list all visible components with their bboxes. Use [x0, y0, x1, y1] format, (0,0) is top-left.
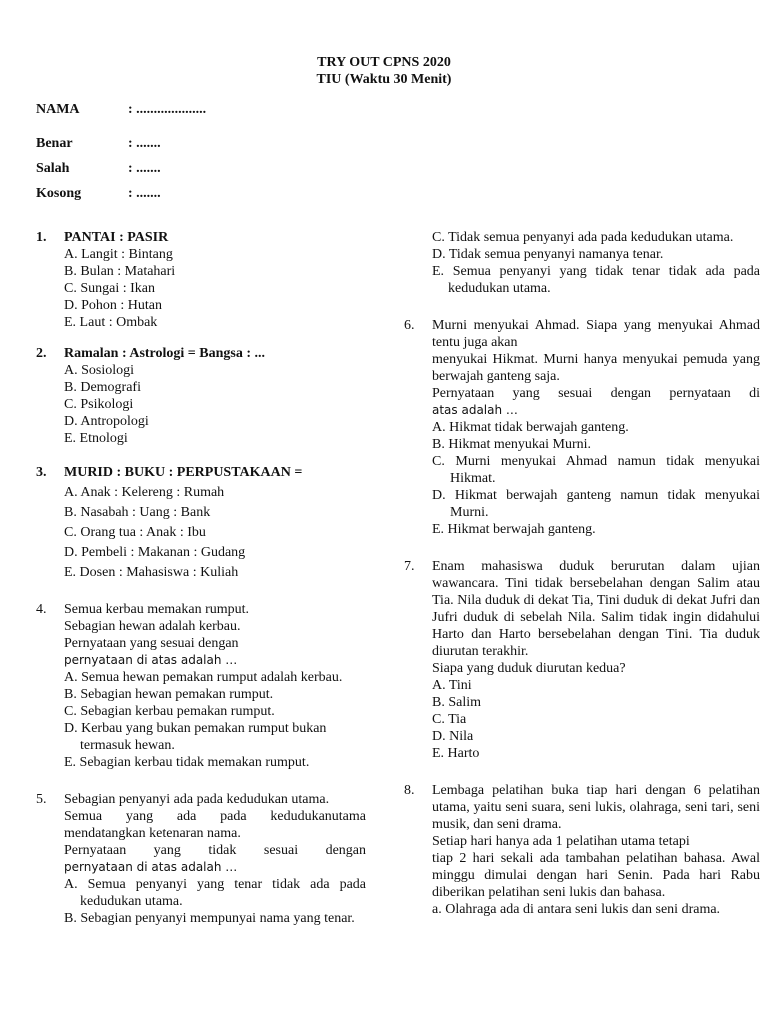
- option-b: B. Bulan : Matahari: [64, 264, 176, 279]
- option-a: A. Tini: [432, 678, 472, 693]
- question-number: 7.: [404, 559, 415, 574]
- option-e: E. Sebagian kerbau tidak memakan rumput.: [64, 755, 310, 770]
- question-line-2: Setiap hari hanya ada 1 pelatihan utama tetapi: [432, 834, 690, 849]
- option-c: C. Sebagian kerbau pemakan rumput.: [64, 704, 275, 719]
- question-number: 6.: [404, 318, 415, 333]
- question-line-1: Enam mahasiswa duduk berurutan dalam ujian wawancara. Tini tidak bersebelahan dengan Salim atau Tia. Nila duduk di dekat Tia, Tini duduk di dekat Jufri dan Jufri duduk di sebelah Nila. Salim tidak ingin didahului Harto dan Harto bersebelahan dengan Tini. Tia duduk diurutan terakhir.: [432, 559, 760, 659]
- question-line-1: Sebagian penyanyi ada pada kedudukan utama.: [64, 792, 330, 807]
- question-line-3: Pernyataan yang sesuai dengan: [64, 636, 239, 651]
- question-line-3: tiap 2 hari sekali ada tambahan pelatihan bahasa. Awal minggu dimulai dengan hari Senin. Pada hari Rabu diberikan pelatihan seni lukis dan bahasa.: [432, 851, 760, 900]
- option-c: C. Murni menyukai Ahmad namun tidak menyukai Hikmat.: [432, 454, 760, 486]
- question-text: PANTAI : PASIR: [64, 230, 169, 245]
- kosong-label: Kosong: [36, 186, 82, 201]
- question-1: [36, 229, 366, 331]
- question-4: [36, 601, 366, 771]
- question-line-2: menyukai Hikmat. Murni hanya menyukai pemuda yang berwajah ganteng saja.: [432, 352, 760, 384]
- question-number: 1.: [36, 230, 47, 245]
- option-c: C. Psikologi: [64, 397, 134, 412]
- option-b: B. Sebagian hewan pemakan rumput.: [64, 687, 274, 702]
- question-line-2: Siapa yang duduk diurutan kedua?: [432, 661, 626, 676]
- question-line-4: pernyataan di atas adalah …: [64, 860, 238, 874]
- question-line-2: Semua yang ada pada kedudukanutama mendatangkan ketenaran nama.: [64, 809, 366, 841]
- question-number: 2.: [36, 346, 47, 361]
- option-a: a. Olahraga ada di antara seni lukis dan seni drama.: [432, 902, 721, 917]
- option-e: E. Etnologi: [64, 431, 128, 446]
- question-3: [36, 463, 366, 583]
- option-d: D. Antropologi: [64, 414, 149, 429]
- question-5: [36, 791, 366, 927]
- nama-value: : ....................: [128, 102, 207, 117]
- question-5-continued: [404, 229, 760, 297]
- right-column: [404, 229, 760, 918]
- option-d: D. Pohon : Hutan: [64, 298, 162, 313]
- question-number: 3.: [36, 465, 47, 480]
- question-text: MURID : BUKU : PERPUSTAKAAN =: [64, 465, 303, 480]
- option-d: D. Hikmat berwajah ganteng namun tidak menyukai Murni.: [432, 488, 760, 520]
- option-b: B. Demografi: [64, 380, 141, 395]
- question-line-1: Lembaga pelatihan buka tiap hari dengan 6 pelatihan utama, yaitu seni suara, seni lukis, olahraga, seni tari, seni musik, dan seni drama.: [432, 783, 760, 832]
- option-e: E. Semua penyanyi yang tidak tenar tidak ada pada kedudukan utama.: [432, 264, 760, 296]
- document-title: TRY OUT CPNS 2020: [317, 55, 451, 70]
- option-b: B. Salim: [432, 695, 482, 710]
- option-c: C. Tidak semua penyanyi ada pada kedudukan utama.: [432, 230, 734, 245]
- question-number: 8.: [404, 783, 415, 798]
- option-d: D. Tidak semua penyanyi namanya tenar.: [432, 247, 664, 262]
- option-a: A. Hikmat tidak berwajah ganteng.: [432, 420, 629, 435]
- question-8: [404, 782, 760, 918]
- salah-label: Salah: [36, 161, 70, 176]
- option-a: A. Semua penyanyi yang tenar tidak ada pada kedudukan utama.: [64, 877, 366, 909]
- question-line-4: pernyataan di atas adalah …: [64, 653, 238, 667]
- option-e: E. Hikmat berwajah ganteng.: [432, 522, 596, 537]
- question-6: [404, 317, 760, 538]
- option-e: E. Dosen : Mahasiswa : Kuliah: [64, 565, 239, 580]
- option-d: D. Nila: [432, 729, 474, 744]
- benar-label: Benar: [36, 136, 73, 151]
- document-subtitle: TIU (Waktu 30 Menit): [316, 72, 452, 87]
- option-b: B. Sebagian penyanyi mempunyai nama yang tenar.: [64, 911, 355, 926]
- option-e: E. Harto: [432, 746, 480, 761]
- question-number: 5.: [36, 792, 47, 807]
- option-b: B. Nasabah : Uang : Bank: [64, 505, 211, 520]
- option-e: E. Laut : Ombak: [64, 315, 158, 330]
- option-d: D. Pembeli : Makanan : Gudang: [64, 545, 246, 560]
- option-a: A. Langit : Bintang: [64, 247, 173, 262]
- question-7: [404, 558, 760, 762]
- question-line-4: atas adalah …: [432, 403, 518, 417]
- benar-value: : .......: [128, 136, 161, 151]
- option-d: D. Kerbau yang bukan pemakan rumput bukan termasuk hewan.: [64, 721, 327, 753]
- option-c: C. Tia: [432, 712, 467, 727]
- question-line-3: Pernyataan yang tidak sesuai dengan: [64, 843, 366, 858]
- question-line-2: Sebagian hewan adalah kerbau.: [64, 619, 241, 634]
- option-c: C. Sungai : Ikan: [64, 281, 155, 296]
- question-line-1: Semua kerbau memakan rumput.: [64, 602, 250, 617]
- option-a: A. Semua hewan pemakan rumput adalah kerbau.: [64, 670, 343, 685]
- salah-value: : .......: [128, 161, 161, 176]
- question-text: Ramalan : Astrologi = Bangsa : ...: [64, 346, 266, 361]
- option-a: A. Anak : Kelereng : Rumah: [64, 485, 225, 500]
- nama-label: NAMA: [36, 102, 80, 117]
- question-line-1: Murni menyukai Ahmad. Siapa yang menyukai Ahmad tentu juga akan: [432, 318, 760, 350]
- left-column: [36, 229, 366, 927]
- option-b: B. Hikmat menyukai Murni.: [432, 437, 592, 452]
- kosong-value: : .......: [128, 186, 161, 201]
- question-2: [36, 345, 366, 447]
- question-number: 4.: [36, 602, 47, 617]
- option-a: A. Sosiologi: [64, 363, 135, 378]
- question-line-3: Pernyataan yang sesuai dengan pernyataan di: [432, 386, 760, 401]
- option-c: C. Orang tua : Anak : Ibu: [64, 525, 206, 540]
